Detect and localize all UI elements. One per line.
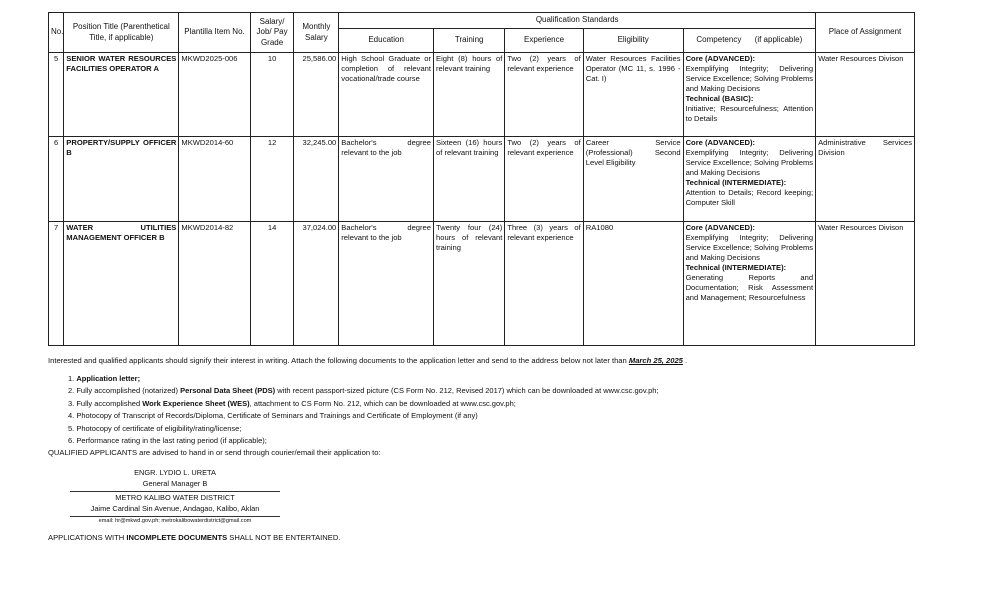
deadline-date: March 25, 2025 <box>628 356 683 365</box>
competency-core-label: Core (ADVANCED): <box>685 54 756 63</box>
row-experience: Two (2) years of relevant experience <box>505 137 583 222</box>
organization-address: Jaime Cardinal Sin Avenue, Andagao, Kalibo, Aklan <box>90 504 260 513</box>
row-education: High School Graduate or completion of relevant vocational/trade course <box>339 53 434 137</box>
header-competency-label: Competency <box>696 35 742 45</box>
intro-paragraph: Interested and qualified applicants should signify their interest in writing. Attach the following documents to the application letter and send to the address below not later than March 25, 2025 . <box>48 356 688 365</box>
competency-core-label: Core (ADVANCED): <box>685 138 756 147</box>
row-experience: Two (2) years of relevant experience <box>505 53 583 137</box>
header-competency <box>683 29 816 53</box>
competency-core: Exemplifying Integrity; Delivering Service Excellence; Solving Problems and Making Decisions <box>685 64 814 94</box>
header-position: Position Title (Parenthetical Title, if applicable) <box>64 13 179 53</box>
header-salary-grade: Salary/ Job/ Pay Grade <box>250 13 294 53</box>
signatory-title: General Manager B <box>142 479 208 488</box>
row-experience: Three (3) years of relevant experience <box>505 222 583 346</box>
list-item: 5. Photocopy of certificate of eligibility/rating/license; <box>68 423 242 433</box>
table-row <box>49 222 915 346</box>
competency-tech-label: Technical (INTERMEDIATE): <box>685 178 787 188</box>
row-place: Administrative Services Division <box>816 137 915 222</box>
row-eligibility: Career Service (Professional) Second Level Eligibility <box>583 137 683 222</box>
qualified-applicants-note: QUALIFIED APPLICANTS are advised to hand in or send through courier/email their application to: <box>48 448 381 457</box>
competency-tech: Initiative; Resourcefulness; Attention to Details <box>685 104 814 124</box>
intro-text: Interested and qualified applicants should signify their interest in writing. Attach the following documents to the application letter and send to the address below not later than <box>48 356 627 365</box>
list-item: 4. Photocopy of Transcript of Records/Diploma, Certificate of Seminars and Trainings and Certificate of Employment (if any) <box>68 411 478 421</box>
row-eligibility: Water Resources Facilities Operator (MC 11, s. 1996 - Cat. I) <box>583 53 683 137</box>
row-training: Eight (8) hours of relevant training <box>434 53 505 137</box>
row-no: 6 <box>49 137 64 222</box>
footer-warning: APPLICATIONS WITH INCOMPLETE DOCUMENTS SHALL NOT BE ENTERTAINED. <box>48 533 341 542</box>
competency-core-label: Core (ADVANCED): <box>685 223 756 232</box>
row-no: 7 <box>49 222 64 346</box>
row-education: Bachelor's degree relevant to the job <box>339 137 434 222</box>
header-experience: Experience <box>505 29 583 53</box>
header-competency-note: (if applicable) <box>754 35 803 45</box>
row-salary: 25,586.00 <box>294 53 339 137</box>
signatory-name: ENGR. LYDIO L. URETA <box>134 468 216 477</box>
competency-tech-label: Technical (BASIC): <box>685 94 754 104</box>
header-training: Training <box>434 29 505 53</box>
row-salary: 37,024.00 <box>294 222 339 346</box>
row-plantilla: MKWD2025-006 <box>179 53 250 137</box>
header-eligibility: Eligibility <box>583 29 683 53</box>
row-position: PROPERTY/SUPPLY OFFICER B <box>64 137 179 222</box>
header-no: No. <box>49 13 64 53</box>
vacancy-table <box>48 12 915 346</box>
footer-emphasis: INCOMPLETE DOCUMENTS <box>126 533 228 542</box>
competency-tech: Attention to Details; Record keeping; Computer Skill <box>685 188 814 208</box>
row-grade: 14 <box>250 222 294 346</box>
row-education: Bachelor's degree relevant to the job <box>339 222 434 346</box>
row-competency <box>683 137 816 222</box>
list-item: 2. Fully accomplished (notarized) Personal Data Sheet (PDS) with recent passport-sized picture (CS Form No. 212, Revised 2017) which can be downloaded at www.csc.gov.ph; <box>68 386 659 396</box>
row-training: Twenty four (24) hours of relevant training <box>434 222 505 346</box>
competency-tech: Generating Reports and Documentation; Risk Assessment and Management; Resourcefulness <box>685 273 814 303</box>
row-grade: 10 <box>250 53 294 137</box>
required-documents-list <box>68 373 659 447</box>
competency-core: Exemplifying Integrity; Delivering Service Excellence; Solving Problems and Making Decisions <box>685 233 814 263</box>
header-education: Education <box>339 29 434 53</box>
table-row <box>49 137 915 222</box>
header-qualification-standards: Qualification Standards <box>339 13 816 29</box>
row-position: SENIOR WATER RESOURCES FACILITIES OPERATOR A <box>64 53 179 137</box>
row-salary: 32,245.00 <box>294 137 339 222</box>
list-item: 1. Application letter; <box>68 374 141 383</box>
row-place: Water Resources Divison <box>816 222 915 346</box>
row-competency <box>683 222 816 346</box>
row-eligibility: RA1080 <box>583 222 683 346</box>
header-plantilla: Plantilla Item No. <box>179 13 250 53</box>
row-position: WATER UTILITIES MANAGEMENT OFFICER B <box>64 222 179 346</box>
organization-name: METRO KALIBO WATER DISTRICT <box>115 493 235 502</box>
row-place: Water Resources Divison <box>816 53 915 137</box>
competency-core: Exemplifying Integrity; Delivering Service Excellence; Solving Problems and Making Decisions <box>685 148 814 178</box>
contact-email: email: hr@mkwd.gov.ph; metrokalibowaterdistrict@gmail.com <box>98 518 252 524</box>
header-place: Place of Assignment <box>816 13 915 53</box>
list-item: 3. Fully accomplished Work Experience Sheet (WES), attachment to CS Form No. 212, which can be downloaded at www.csc.gov.ph; <box>68 398 516 408</box>
competency-tech-label: Technical (INTERMEDIATE): <box>685 263 787 273</box>
header-monthly-salary: Monthly Salary <box>294 13 339 53</box>
row-competency <box>683 53 816 137</box>
table-row <box>49 53 915 137</box>
list-item: 6. Performance rating in the last rating period (if applicable); <box>68 436 267 446</box>
row-plantilla: MKWD2014-82 <box>179 222 250 346</box>
row-training: Sixteen (16) hours of relevant training <box>434 137 505 222</box>
row-no: 5 <box>49 53 64 137</box>
row-grade: 12 <box>250 137 294 222</box>
row-plantilla: MKWD2014-60 <box>179 137 250 222</box>
